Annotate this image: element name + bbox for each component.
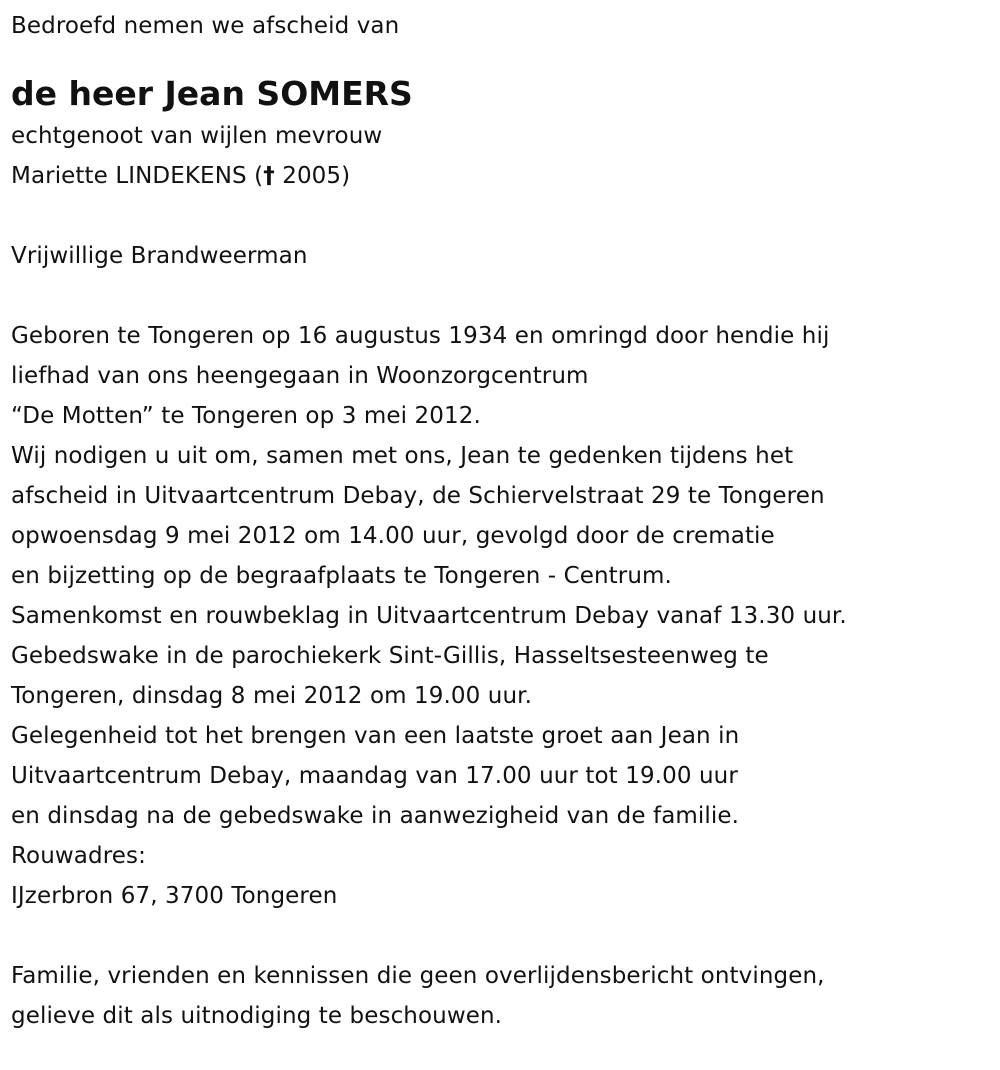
spouse-year: 2005) xyxy=(274,163,351,189)
spouse-line: echtgenoot van wijlen mevrouw xyxy=(11,123,383,149)
deceased-name: de heer Jean SOMERS xyxy=(11,74,413,113)
body-line: Samenkomst en rouwbeklag in Uitvaartcentrum Debay vanaf 13.30 uur. xyxy=(11,603,847,629)
cross-icon: † xyxy=(263,163,275,189)
closing-line: gelieve dit als uitnodiging te beschouwen. xyxy=(11,1003,503,1029)
spacer xyxy=(11,196,1000,236)
body-line: liefhad van ons heengegaan in Woonzorgcentrum xyxy=(11,363,589,389)
closing-line: Familie, vrienden en kennissen die geen overlijdensbericht ontvingen, xyxy=(11,963,825,989)
body-text xyxy=(11,316,1000,916)
spacer xyxy=(11,916,1000,956)
body-line: afscheid in Uitvaartcentrum Debay, de Schiervelstraat 29 te Tongeren xyxy=(11,483,825,509)
body-line: Wij nodigen u uit om, samen met ons, Jean te gedenken tijdens het xyxy=(11,443,794,469)
intro-text: Bedroefd nemen we afscheid van xyxy=(11,13,400,39)
occupation-title: Vrijwillige Brandweerman xyxy=(11,243,308,269)
body-line: en dinsdag na de gebedswake in aanwezigheid van de familie. xyxy=(11,803,740,829)
closing-text xyxy=(11,956,1000,1036)
body-line: “De Motten” te Tongeren op 3 mei 2012. xyxy=(11,403,481,429)
body-line: opwoensdag 9 mei 2012 om 14.00 uur, gevolgd door de crematie xyxy=(11,523,775,549)
spouse-name: Mariette LINDEKENS ( xyxy=(11,163,264,189)
body-line: Tongeren, dinsdag 8 mei 2012 om 19.00 uur. xyxy=(11,683,532,709)
body-line: IJzerbron 67, 3700 Tongeren xyxy=(11,883,338,909)
body-line: Geboren te Tongeren op 16 augustus 1934 en omringd door hendie hij xyxy=(11,323,830,349)
body-line: Uitvaartcentrum Debay, maandag van 17.00 uur tot 19.00 uur xyxy=(11,763,738,789)
spouse-name-line xyxy=(11,156,1000,196)
body-line: Rouwadres: xyxy=(11,843,146,869)
body-line: Gelegenheid tot het brengen van een laatste groet aan Jean in xyxy=(11,723,740,749)
body-line: en bijzetting op de begraafplaats te Tongeren - Centrum. xyxy=(11,563,672,589)
body-line: Gebedswake in de parochiekerk Sint-Gillis, Hasseltsesteenweg te xyxy=(11,643,769,669)
spacer xyxy=(11,276,1000,316)
